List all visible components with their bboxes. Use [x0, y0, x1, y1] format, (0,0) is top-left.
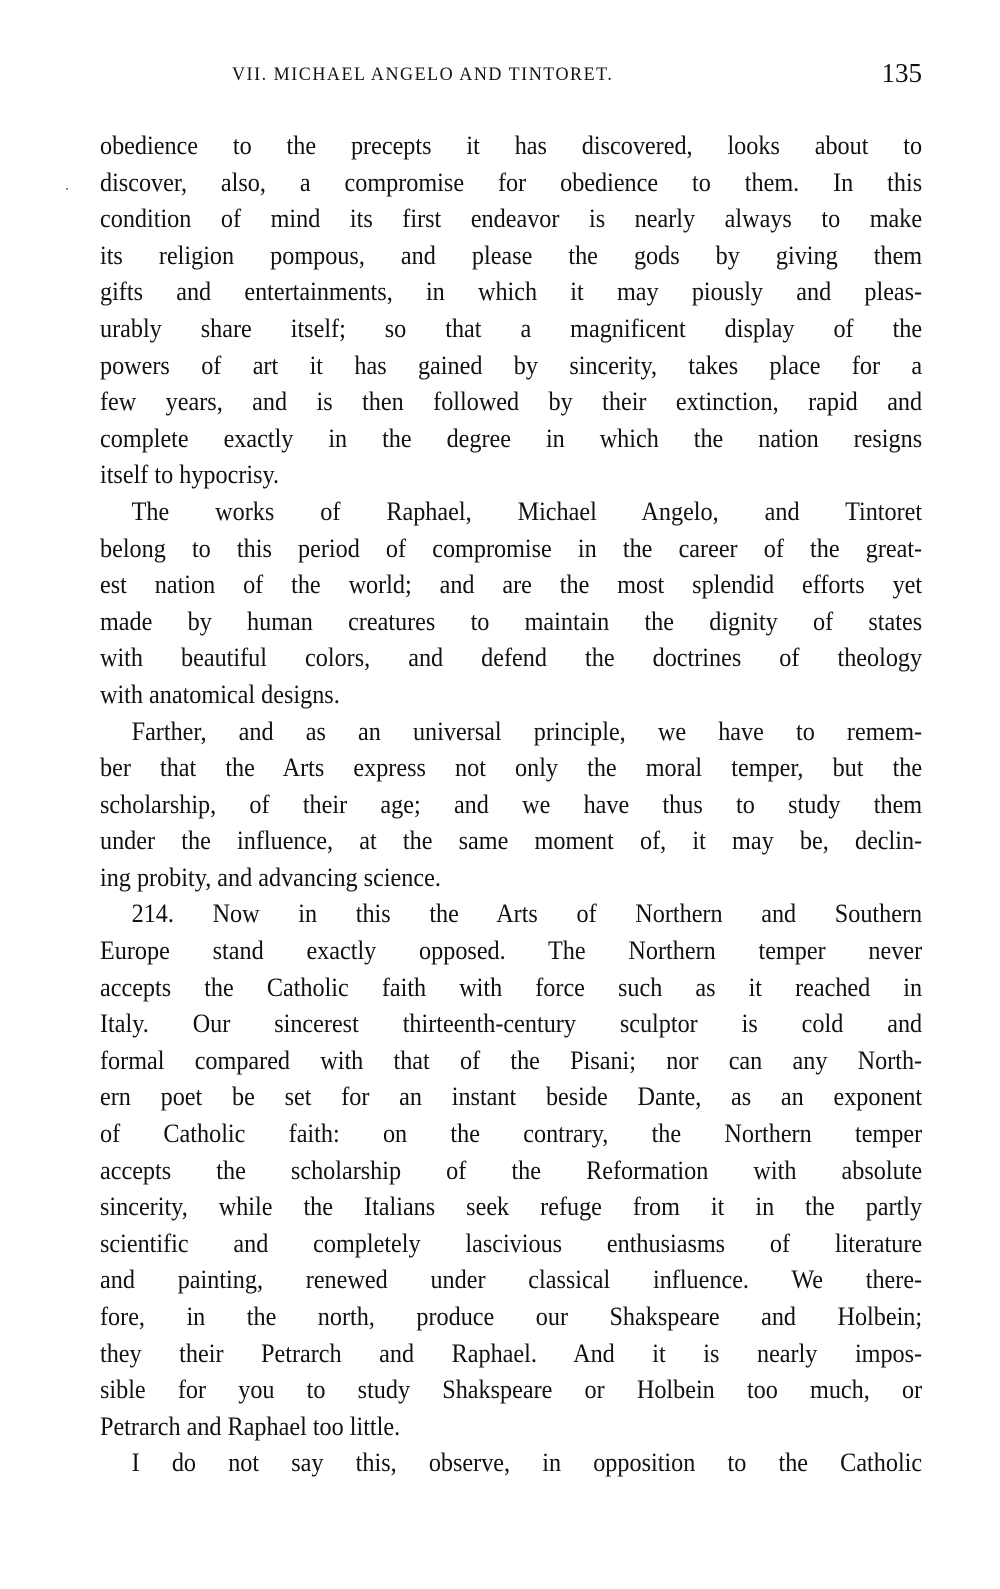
text-line: 214. Now in this the Arts of Northern and Southern [131, 899, 923, 929]
text-line: I do not say this, observe, in opposition to the Catholic [131, 1448, 923, 1478]
text-line: belong to this period of compromise in the career of the great- [100, 533, 923, 563]
text-line: of Catholic faith: on the contrary, the Northern temper [100, 1119, 923, 1149]
text-line: Italy. Our sincerest thirteenth-century sculptor is cold and [100, 1009, 923, 1039]
paragraph [100, 714, 922, 897]
text-line: scholarship, of their age; and we have thus to study them [100, 789, 923, 819]
text-line: few years, and is then followed by their extinction, rapid and [100, 387, 923, 417]
body-text [100, 128, 922, 1482]
paragraph [100, 1445, 922, 1482]
text-line: urably share itself; so that a magnificent display of the [100, 313, 923, 343]
text-line: with anatomical designs. [100, 679, 340, 709]
text-line: sible for you to study Shakspeare or Holbein too much, or [100, 1375, 923, 1405]
text-line: ing probity, and advancing science. [100, 862, 441, 892]
text-line: ern poet be set for an instant beside Dante, as an exponent [100, 1082, 923, 1112]
text-line: formal compared with that of the Pisani; nor can any North- [100, 1045, 923, 1075]
text-line: gifts and entertainments, in which it may piously and pleas- [100, 277, 923, 307]
text-line: under the influence, at the same moment of, it may be, declin- [100, 826, 923, 856]
running-title: VII. MICHAEL ANGELO AND TINTORET. [232, 64, 614, 85]
text-line: discover, also, a compromise for obedience to them. In this [100, 167, 923, 197]
text-line: sincerity, while the Italians seek refuge from it in the partly [100, 1192, 923, 1222]
text-line: fore, in the north, produce our Shakspeare and Holbein; [100, 1302, 923, 1331]
page-number: 135 [881, 58, 922, 88]
text-line: Petrarch and Raphael too little. [100, 1411, 401, 1441]
text-line: Farther, and as an universal principle, we have to remem- [131, 716, 923, 746]
running-head [100, 58, 922, 92]
text-line: itself to hypocrisy. [100, 460, 280, 490]
text-line: accepts the Catholic faith with force such as it reached in [100, 972, 923, 1002]
text-line: and painting, renewed under classical influence. We there- [100, 1265, 923, 1295]
margin-speck [66, 188, 68, 190]
text-line: made by human creatures to maintain the dignity of states [100, 606, 923, 636]
paragraph-214 [100, 896, 922, 1445]
paragraph [100, 128, 922, 494]
text-line: scientific and completely lascivious enthusiasms of literature [100, 1228, 923, 1258]
text-line: Europe stand exactly opposed. The Northern temper never [100, 936, 923, 966]
text-line: complete exactly in the degree in which the nation resigns [100, 423, 923, 453]
text-line: its religion pompous, and please the gods by giving them [100, 240, 923, 270]
text-line: accepts the scholarship of the Reformation with absolute [100, 1155, 923, 1185]
text-line: est nation of the world; and are the most splendid efforts yet [100, 570, 923, 600]
text-line: with beautiful colors, and defend the doctrines of theology [100, 643, 923, 673]
paragraph [100, 494, 922, 714]
text-line: powers of art it has gained by sincerity, takes place for a [100, 350, 923, 380]
text-line: The works of Raphael, Michael Angelo, and Tintoret [131, 496, 923, 526]
text-line: condition of mind its first endeavor is nearly always to make [100, 204, 923, 234]
text-line: they their Petrarch and Raphael. And it is nearly impos- [100, 1338, 923, 1368]
text-line: obedience to the precepts it has discovered, looks about to [100, 131, 923, 160]
text-line: ber that the Arts express not only the moral temper, but the [100, 753, 923, 783]
